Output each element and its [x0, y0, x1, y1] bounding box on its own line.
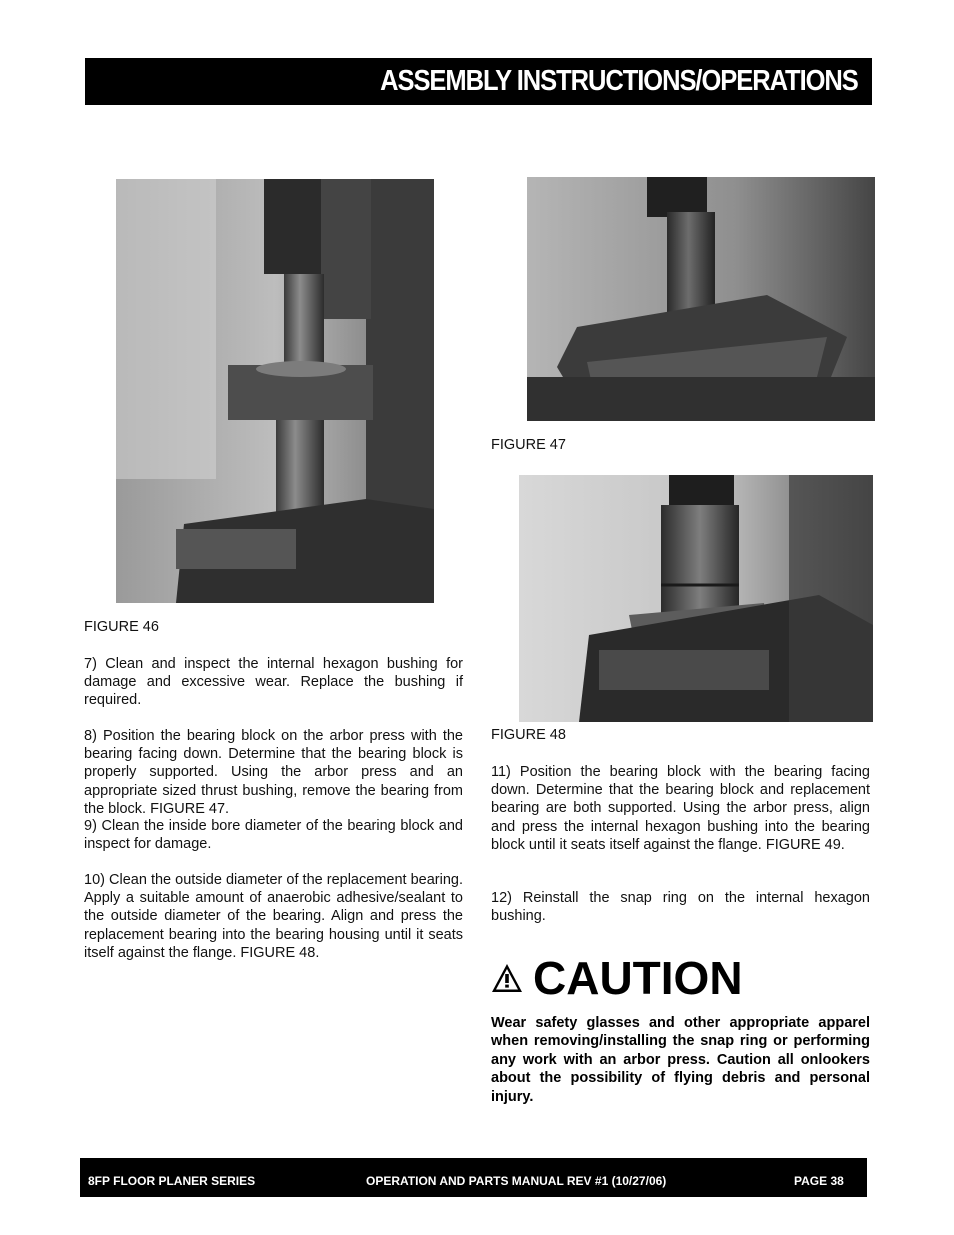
footer-page-number: PAGE 38: [794, 1174, 844, 1188]
footer-bar: [80, 1158, 867, 1197]
page-title: ASSEMBLY INSTRUCTIONS/OPERATIONS: [380, 65, 858, 97]
figure-47-photo: [527, 177, 875, 421]
step-7-text: 7) Clean and inspect the internal hexagon bushing for damage and excessive wear. Replace the bushing if required.: [84, 656, 463, 709]
caution-text: Wear safety glasses and other appropriate apparel when removing/installing the snap ring or performing any work with an arbor press. Caution all onlookers about the possibility of flying debris and personal injury.: [491, 1015, 870, 1105]
step-8-text: 8) Position the bearing block on the arbor press with the bearing facing down. Determine that the bearing block is properly supported. Using the arbor press and an appropriate sized thrust bushing, remove the bearing from the block. FIGURE 47.: [84, 728, 463, 817]
step-10-text: 10) Clean the outside diameter of the replacement bearing. Apply a suitable amount of anaerobic adhesive/sealant to the outside diameter of the bearing. Align and press the replacement bearing into the bearing housing until it seats itself against the flange. FIGURE 48.: [84, 872, 463, 961]
step-12-text: 12) Reinstall the snap ring on the internal hexagon bushing.: [491, 890, 870, 925]
figure-48-caption: FIGURE 48: [491, 727, 566, 743]
footer-manual-rev: OPERATION AND PARTS MANUAL REV #1 (10/27/06): [366, 1174, 667, 1188]
figure-46-caption: FIGURE 46: [84, 619, 159, 635]
figure-48-photo: [519, 475, 873, 722]
warning-triangle-icon: [491, 962, 523, 994]
step-11-text: 11) Position the bearing block with the bearing facing down. Determine that the bearing block and replacement bearing are both supported. Using the arbor press, align and press the internal hexagon bushing into the bearing block until it seats itself against the flange. FIGURE 49.: [491, 764, 870, 853]
caution-heading: [491, 952, 743, 1004]
figure-46-photo: [116, 179, 434, 603]
caution-word: CAUTION: [533, 952, 743, 1004]
header-bar: [85, 58, 872, 105]
step-9-text: 9) Clean the inside bore diameter of the bearing block and inspect for damage.: [84, 818, 463, 853]
footer-series: 8FP FLOOR PLANER SERIES: [88, 1174, 256, 1188]
figure-47-caption: FIGURE 47: [491, 437, 566, 453]
